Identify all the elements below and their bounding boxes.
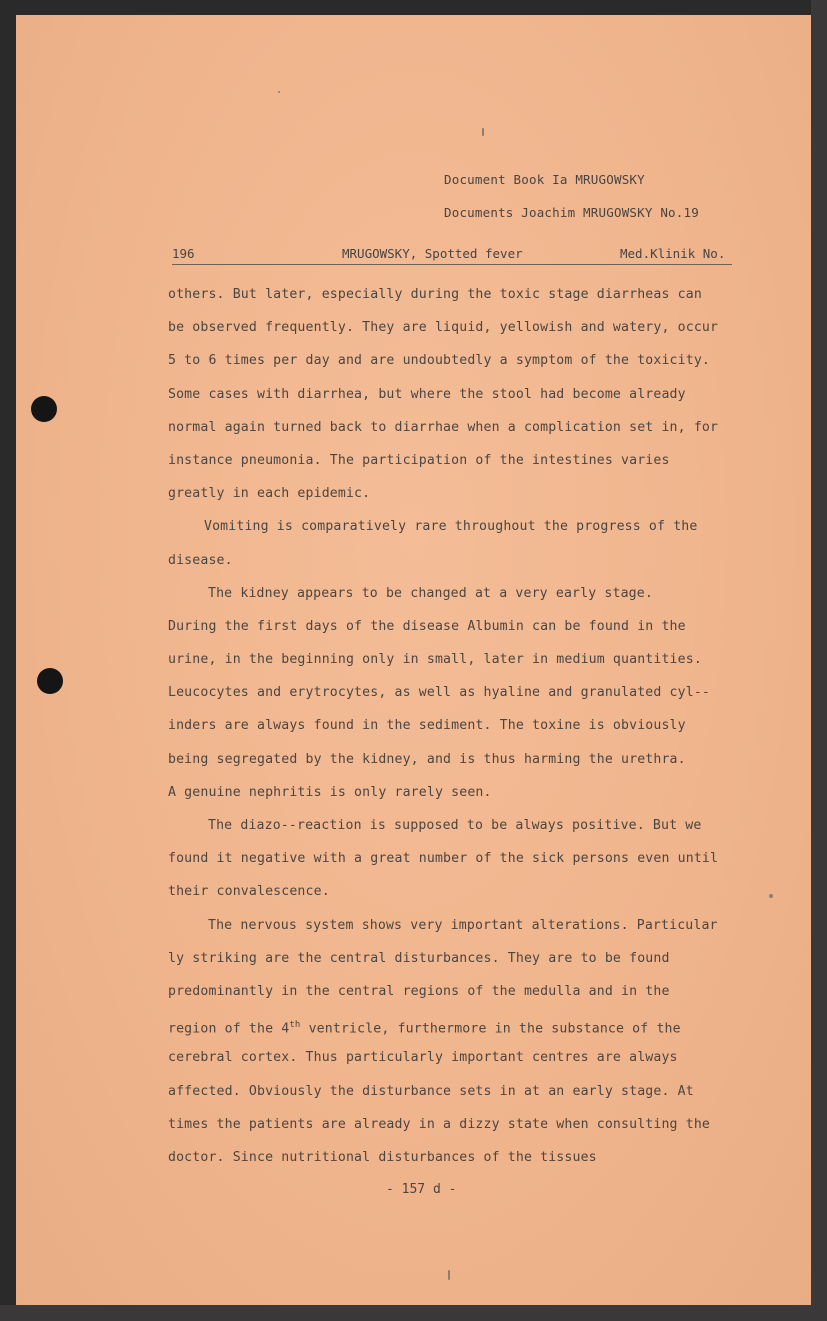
running-head xyxy=(172,246,732,265)
paper-speck xyxy=(448,1270,450,1280)
ordinal-suffix: th xyxy=(289,1020,301,1031)
document-book-label: Document Book Ia MRUGOWSKY xyxy=(444,172,645,187)
text-line: being segregated by the kidney, and is thus harming the urethra. xyxy=(168,751,686,767)
text-line: greatly in each epidemic. xyxy=(168,486,371,502)
text-line: The diazo--reaction is supposed to be always positive. But we xyxy=(208,818,702,833)
text-line xyxy=(168,1014,748,1047)
body-text xyxy=(168,284,748,1180)
punch-hole-top xyxy=(31,396,57,422)
text-line: instance pneumonia. The participation of the intestines varies xyxy=(168,452,670,468)
text-line: their convalescence. xyxy=(168,884,330,900)
text-line: cerebral cortex. Thus particularly important centres are always xyxy=(168,1050,678,1066)
text-line: be observed frequently. They are liquid, yellowish and watery, occur xyxy=(168,320,719,336)
text-line: The kidney appears to be changed at a very early stage. xyxy=(208,585,653,601)
paper-speck xyxy=(482,128,484,136)
text-line: Some cases with diarrhea, but where the stool had become already xyxy=(168,386,686,402)
text-line: 5 to 6 times per day and are undoubtedly a symptom of the toxicity. xyxy=(168,353,710,369)
running-head-source: Med.Klinik No. xyxy=(620,246,726,261)
ordinal-number: 4 xyxy=(281,1021,290,1037)
text-line: Vomiting is comparatively rare throughout the progress of the xyxy=(204,519,698,535)
text-line: affected. Obviously the disturbance sets in at an early stage. At xyxy=(168,1083,694,1099)
text-line: Leucocytes and erytrocytes, as well as hyaline and granulated cyl-- xyxy=(168,685,710,701)
text-line: times the patients are already in a dizzy state when consulting the xyxy=(168,1116,710,1132)
documents-label: Documents Joachim MRUGOWSKY No.19 xyxy=(444,205,699,220)
text-fragment: region of the xyxy=(168,1021,282,1037)
text-line: The nervous system shows very important alterations. Particular xyxy=(208,917,718,933)
text-line: predominantly in the central regions of the medulla and in the xyxy=(168,983,670,999)
scan-border-right xyxy=(811,0,827,1321)
text-line: disease. xyxy=(168,552,233,568)
paper-speck xyxy=(278,91,280,93)
text-line: inders are always found in the sediment. The toxine is obviously xyxy=(168,718,686,734)
punch-hole-bottom xyxy=(37,668,63,694)
text-line: normal again turned back to diarrhae when a complication set in, for xyxy=(168,419,719,435)
page-number-left: 196 xyxy=(172,246,195,261)
text-line: During the first days of the disease Albumin can be found in the xyxy=(168,618,686,634)
scan-border-bottom xyxy=(0,1305,827,1321)
running-head-title: MRUGOWSKY, Spotted fever xyxy=(342,246,523,261)
text-line: others. But later, especially during the toxic stage diarrheas can xyxy=(168,287,702,302)
text-line: urine, in the beginning only in small, later in medium quantities. xyxy=(168,652,702,668)
text-line: ly striking are the central disturbances. They are to be found xyxy=(168,950,670,966)
text-line: A genuine nephritis is only rarely seen. xyxy=(168,784,492,800)
text-fragment: ventricle, furthermore in the substance of the xyxy=(308,1021,681,1037)
text-line: found it negative with a great number of the sick persons even until xyxy=(168,851,719,867)
paper-speck xyxy=(769,894,773,898)
text-line: doctor. Since nutritional disturbances of the tissues xyxy=(168,1149,597,1165)
footer-page-number: - 157 d - xyxy=(386,1182,457,1197)
document-page xyxy=(16,15,811,1305)
